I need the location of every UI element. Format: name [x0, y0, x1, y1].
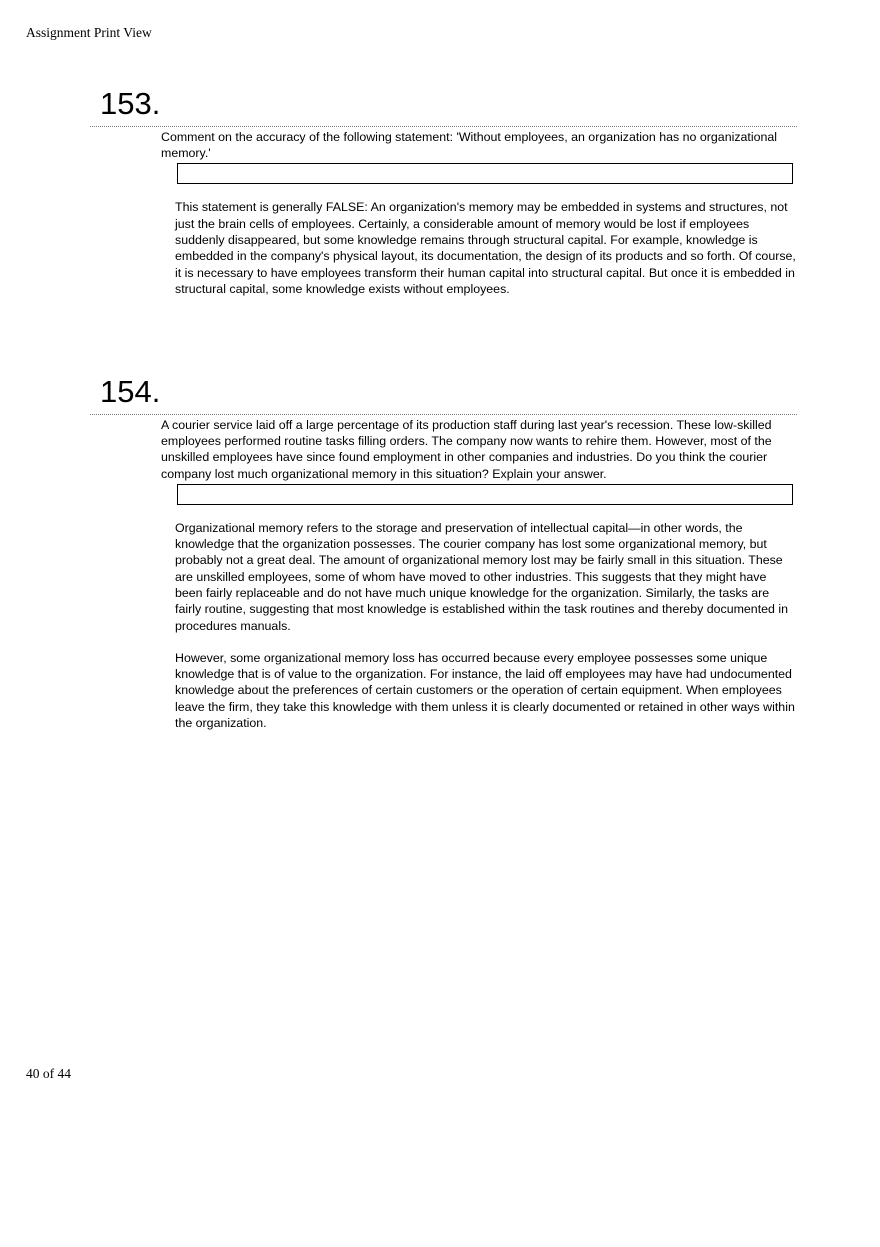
question-number: 154. [100, 374, 161, 409]
answer-feedback [175, 199, 797, 297]
answer-field[interactable] [177, 484, 793, 505]
feedback-paragraph: However, some organizational memory loss has occurred because every employee possesses some unique knowledge that is of value to the organization. For instance, the laid off employees may have had undocumented knowledge about the preferences of certain customers or the operation of certain equipment. When employees leave the firm, they take this knowledge with them unless it is clearly documented or retained in other ways within the organization. [175, 650, 795, 731]
question-number: 153. [100, 86, 161, 121]
answer-feedback [175, 520, 797, 732]
question-153 [90, 86, 797, 313]
page-indicator: 40 of 44 [26, 1066, 71, 1081]
feedback-paragraph: Organizational memory refers to the storage and preservation of intellectual capital—in other words, the knowledge that the organization possesses. The courier company has lost some organizational memory, but probably not a great deal. The amount of organizational memory lost may be fairly small in this situation. These are unskilled employees, some of whom have moved to other industries. This suggests that they might have been fairly replaceable and do not have much unique knowledge for the organization. Similarly, the tasks are fairly routine, suggesting that most knowledge is established within the task routines and thereby documented in procedures manuals. [175, 520, 789, 633]
question-prompt: A courier service laid off a large percentage of its production staff during last year's recession. These low-skilled employees performed routine tasks filling orders. The company now wants to rehire them. However, most of the unskilled employees have since found employment in other companies and industries. Do you think the courier company lost much organizational memory in this situation? Explain your answer. [161, 418, 772, 481]
feedback-paragraph: This statement is generally FALSE: An organization's memory may be embedded in systems and structures, not just the brain cells of employees. Certainly, a considerable amount of memory would be lost if employees suddenly disappeared, but some knowledge remains through structural capital. For example, knowledge is embedded in the company's physical layout, its documentation, the design of its products and so forth. Of course, it is necessary to have employees transform their human capital into structural capital. But once it is embedded in structural capital, some knowledge exists without employees. [175, 200, 796, 296]
question-divider [90, 414, 797, 415]
question-prompt: Comment on the accuracy of the following statement: 'Without employees, an organization has no organizational memory.' [161, 130, 778, 161]
question-divider [90, 126, 797, 127]
answer-field[interactable] [177, 163, 793, 184]
page-header-title: Assignment Print View [26, 25, 152, 40]
question-154 [90, 374, 797, 747]
